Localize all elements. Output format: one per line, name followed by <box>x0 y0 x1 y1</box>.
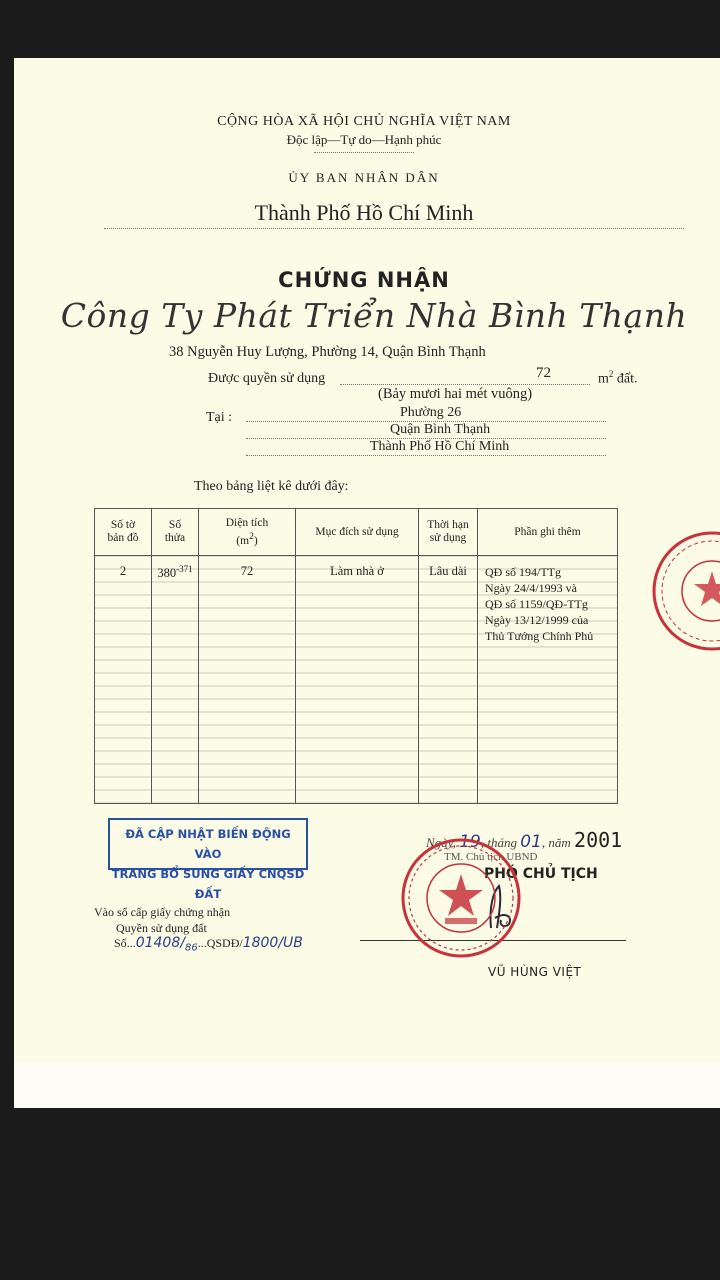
header-map-sheet-line2: bản đồ <box>107 532 139 544</box>
land-table <box>94 508 618 804</box>
location-city: Thành Phố Hồ Chí Minh <box>370 439 510 454</box>
cell-parcel <box>152 556 199 804</box>
header-notes: Phần ghi thêm <box>478 509 618 556</box>
city-name: Thành Phố Hồ Chí Minh <box>254 200 474 225</box>
edge-seal-icon <box>650 526 720 656</box>
month-label: tháng <box>487 835 517 850</box>
certificate-paper <box>14 58 720 1108</box>
note-line: QĐ số 1159/QĐ-TTg <box>485 597 588 611</box>
area-unit-base: m <box>598 371 609 387</box>
area-value: 72 <box>536 365 551 381</box>
cell-parcel-number: 380 <box>157 566 177 581</box>
header-purpose: Mục đích sử dụng <box>296 509 419 556</box>
header-area-unit-close: ) <box>253 534 258 547</box>
note-line: Thủ Tướng Chính Phủ <box>485 629 594 643</box>
motto-part: Hạnh phúc <box>384 132 442 147</box>
nation-title: CỘNG HÒA XÃ HỘI CHỦ NGHĨA VIỆT NAM <box>217 114 511 129</box>
header-map-sheet <box>95 509 152 556</box>
registry-so-label: Số <box>114 936 127 950</box>
cell-area: 72 <box>199 556 296 804</box>
cell-purpose: Làm nhà ở <box>296 556 419 804</box>
header-term-line2: sử dụng <box>429 532 467 544</box>
registry-so-fraction: 86 <box>184 942 198 954</box>
national-motto: Độc lập—Tự do—Hạnh phúc <box>286 132 442 147</box>
registry-line2: Quyền sử dụng đất <box>116 921 207 935</box>
motto-part: Độc lập <box>286 132 328 147</box>
motto-underline <box>314 152 414 153</box>
registry-so-value: 01408/ <box>135 935 185 951</box>
header-area <box>199 509 296 556</box>
header-parcel-line1: Số <box>168 519 182 531</box>
table-row <box>95 556 618 804</box>
registry-number: $Số...01408/_{86}...QSDĐ/1800/UB$ <box>114 935 303 954</box>
table-intro: Theo bảng liệt kê dưới đây: <box>194 479 349 494</box>
registry-line1: Vào sổ cấp giấy chứng nhận <box>94 905 231 919</box>
cell-map-sheet: 2 <box>95 556 152 804</box>
location-district: Quận Bình Thạnh <box>390 422 491 437</box>
signer-position: PHÓ CHỦ TỊCH <box>484 866 598 882</box>
update-stamp-line1: ĐÃ CẬP NHẬT BIẾN ĐỘNG VÀO <box>125 827 291 861</box>
update-stamp-line2: TRANG BỔ SUNG GIẤY CNQSD ĐẤT <box>111 867 305 901</box>
area-unit <box>598 369 638 388</box>
day-value: 19 <box>459 832 481 852</box>
registry-qsdd-value: 1800/UB <box>242 935 303 951</box>
paper-bottom-margin <box>14 1063 720 1108</box>
note-line: QĐ số 194/TTg <box>485 565 561 579</box>
use-right-label: Được quyền sử dụng <box>208 371 326 386</box>
area-unit-exp: 2 <box>608 369 614 379</box>
header-parcel-line2: thửa <box>164 532 186 544</box>
header-map-sheet-line1: Số tờ <box>110 519 136 531</box>
area-dotline <box>340 384 590 385</box>
on-behalf-label: TM. Chủ tịch UBND <box>444 851 538 863</box>
location-dotline-3 <box>246 455 606 456</box>
signer-name: VŨ HÙNG VIỆT <box>488 965 582 979</box>
header-area-unit-open: (m <box>236 534 250 547</box>
holder-name: Công Ty Phát Triển Nhà Bình Thạnh <box>60 296 688 335</box>
year-label: năm <box>548 835 571 850</box>
red-seal-icon <box>399 836 523 960</box>
certificate-title: CHỨNG NHẬN <box>278 268 450 292</box>
table-header-row <box>95 509 618 556</box>
motto-part: Tự do <box>340 132 372 147</box>
note-line: Ngày 13/12/1999 của <box>485 613 589 627</box>
month-value: 01 <box>520 832 542 852</box>
cell-parcel-sup: -371 <box>176 564 193 574</box>
header-term <box>419 509 478 556</box>
header-area-unit-exp: 2 <box>249 530 254 542</box>
header-parcel <box>152 509 199 556</box>
area-in-words: (Bảy mươi hai mét vuông) <box>378 386 533 402</box>
holder-address: 38 Nguyễn Huy Lượng, Phường 14, Quận Bình Thạnh <box>169 344 486 360</box>
location-label: Tại : <box>206 410 233 425</box>
area-unit-suffix: đất. <box>613 371 638 387</box>
authority-label: ỦY BAN NHÂN DÂN <box>288 170 440 185</box>
location-ward: Phường 26 <box>400 405 462 420</box>
header-area-line1: Diện tích <box>225 516 269 529</box>
header-term-line1: Thời hạn <box>427 519 469 531</box>
day-label: Ngày <box>426 835 453 850</box>
city-dotline <box>104 228 684 229</box>
update-stamp <box>108 818 308 901</box>
issue-date: Ngày, 19, tháng 01, năm 2001 <box>426 828 623 852</box>
registry-qsdd-label: QSDĐ/ <box>206 936 243 950</box>
cell-term: Lâu dài <box>419 556 478 804</box>
cell-notes <box>478 556 618 804</box>
year-value: 2001 <box>574 828 623 852</box>
note-line: Ngày 24/4/1993 và <box>485 581 577 595</box>
